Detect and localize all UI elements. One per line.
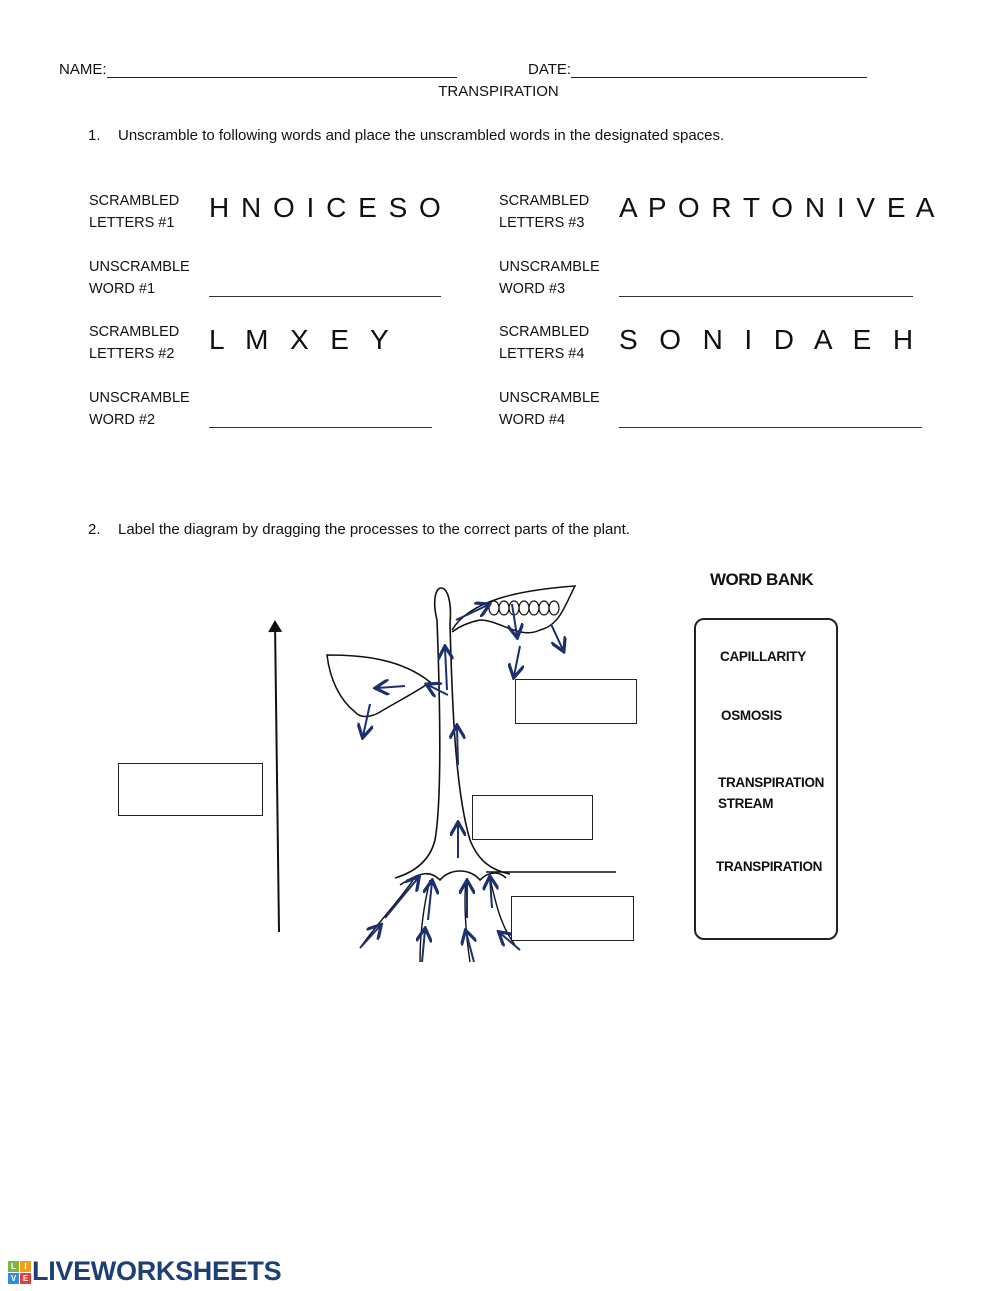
question-2-text: Label the diagram by dragging the processes to the correct parts of the plant. — [118, 521, 630, 538]
label-line: UNSCRAMBLE — [499, 259, 600, 275]
word-bank-item-label: OSMOSIS — [721, 708, 782, 723]
word-bank-item-label: TRANSPIRATION — [716, 859, 823, 874]
logo-tile-i: I — [20, 1261, 31, 1272]
drop-box-stem-flow[interactable] — [118, 763, 263, 816]
liveworksheets-logo[interactable] — [8, 1256, 282, 1288]
word-bank-item-label: STREAM — [718, 796, 774, 811]
stomata-cells — [489, 601, 559, 615]
label-line: LETTERS #4 — [499, 346, 585, 362]
label-line: SCRAMBLED — [89, 193, 180, 209]
label-line: WORD #3 — [499, 281, 566, 297]
word-bank-item-osmosis[interactable] — [721, 705, 782, 726]
logo-tile-l: L — [8, 1261, 19, 1272]
scrambled-letters-4: S O N I D A E H — [619, 324, 916, 355]
label-line: UNSCRAMBLE — [89, 390, 190, 406]
label-line: LETTERS #2 — [89, 346, 175, 362]
label-line: SCRAMBLED — [499, 193, 590, 209]
label-line: LETTERS #3 — [499, 215, 585, 231]
word-bank-title: WORD BANK — [710, 570, 814, 589]
word-bank-item-capillarity[interactable] — [720, 646, 806, 667]
scrambled-letters-2: L M X E Y — [209, 324, 391, 355]
scrambled-letters-1: H N O I C E S O — [209, 192, 443, 223]
label-line: WORD #4 — [499, 412, 566, 428]
date-label: DATE: — [528, 61, 572, 78]
logo-tile-v: V — [8, 1273, 19, 1284]
upward-flow-arrow — [275, 622, 279, 932]
label-line: WORD #2 — [89, 412, 156, 428]
label-line: SCRAMBLED — [499, 324, 590, 340]
label-line: WORD #1 — [89, 281, 156, 297]
name-label: NAME: — [59, 61, 107, 78]
question-1-number: 1. — [88, 127, 101, 144]
label-line: SCRAMBLED — [89, 324, 180, 340]
label-line: LETTERS #1 — [89, 215, 175, 231]
label-line: UNSCRAMBLE — [499, 390, 600, 406]
page-title: TRANSPIRATION — [438, 83, 559, 100]
drop-box-stem[interactable] — [472, 795, 593, 840]
word-bank-item-label: TRANSPIRATION — [718, 775, 825, 790]
scrambled-letters-3: A P O R T O N I V E A — [619, 192, 937, 223]
logo-text: LIVEWORKSHEETS — [32, 1256, 282, 1286]
word-bank — [694, 618, 838, 940]
question-2-number: 2. — [88, 521, 101, 538]
question-1-text: Unscramble to following words and place the unscrambled words in the designated spaces. — [118, 127, 725, 144]
drop-box-leaf[interactable] — [515, 679, 637, 724]
word-bank-item-transpiration-stream[interactable] — [718, 772, 824, 814]
plant-leaf-left — [327, 655, 430, 717]
label-line: UNSCRAMBLE — [89, 259, 190, 275]
word-bank-item-label: CAPILLARITY — [720, 649, 806, 664]
drop-box-roots[interactable] — [511, 896, 634, 941]
word-bank-item-transpiration[interactable] — [716, 856, 822, 877]
logo-tile-e: E — [20, 1273, 31, 1284]
